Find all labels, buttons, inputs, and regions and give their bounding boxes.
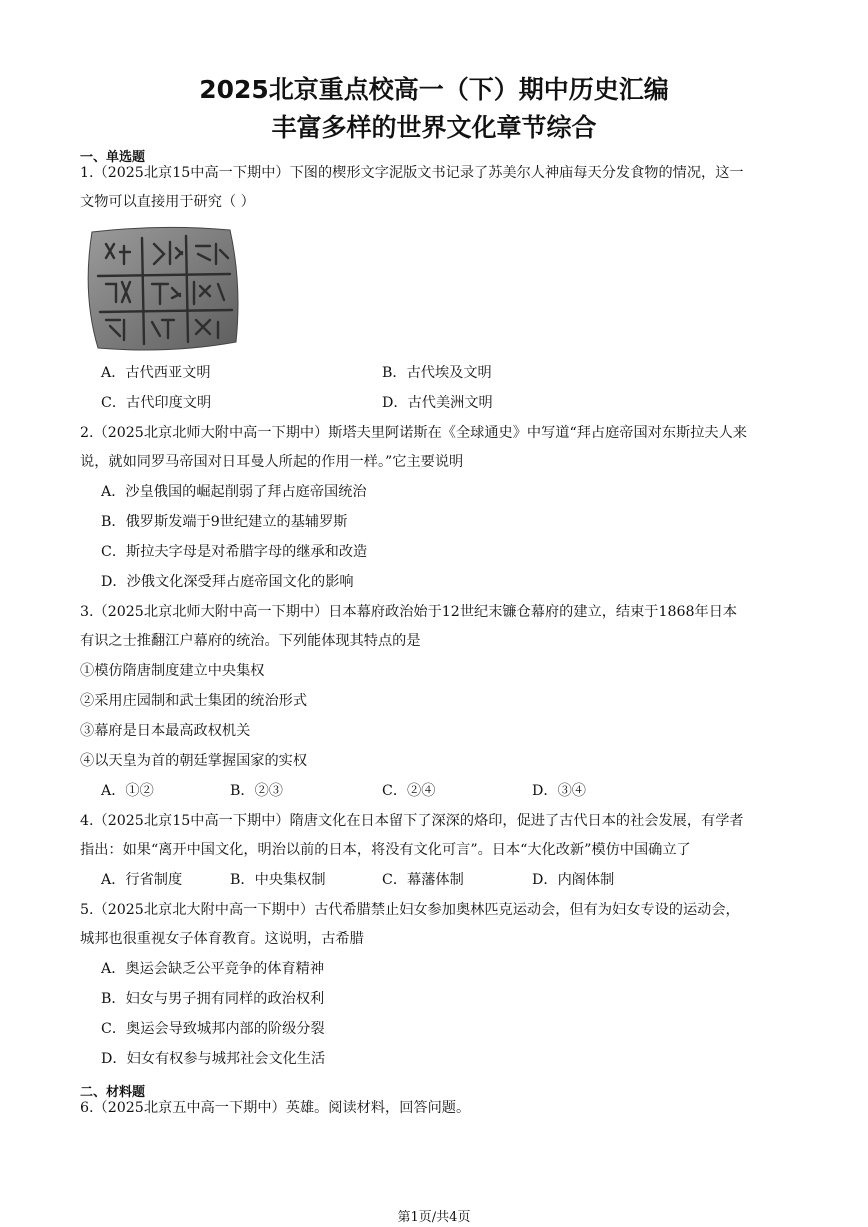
question-1-text: 1.（2025北京15中高一下期中）下图的楔形文字泥版文书记录了苏美尔人神庙每天分发食物的情况，这一	[80, 165, 744, 181]
q3-statement-2: ②采用庄园制和武士集团的统治形式	[80, 693, 308, 709]
q2-option-c: C．斯拉夫字母是对希腊字母的继承和改造	[101, 544, 368, 560]
q3-option-b: B．②③	[230, 783, 283, 799]
question-5-text-cont: 城邦也很重视女子体育教育。这说明，古希腊	[80, 931, 364, 947]
question-5-text: 5.（2025北京北大附中高一下期中）古代希腊禁止妇女参加奥林匹克运动会，但有为妇女专设的运动会，	[80, 902, 740, 918]
q4-option-b: B．中央集权制	[230, 872, 326, 888]
q3-statement-1: ①模仿隋唐制度建立中央集权	[80, 663, 265, 679]
page-subtitle: 丰富多样的世界文化章节综合	[271, 113, 597, 142]
q1-option-d: D．古代美洲文明	[382, 395, 493, 411]
q4-option-a: A．行省制度	[101, 872, 183, 888]
q1-option-c: C．古代印度文明	[101, 395, 212, 411]
section-heading-material: 二、材料题	[80, 1085, 146, 1100]
q2-option-d: D．沙俄文化深受拜占庭帝国文化的影响	[101, 574, 354, 590]
question-4-text-cont: 指出：如果“离开中国文化，明治以前的日本，将没有文化可言”。日本“大化改新”模仿中国确立了	[80, 842, 691, 858]
question-2-text: 2.（2025北京北师大附中高一下期中）斯塔夫里阿诺斯在《全球通史》中写道“拜占庭帝国对东斯拉夫人来	[80, 425, 747, 441]
q5-option-b: B．妇女与男子拥有同样的政治权利	[101, 991, 325, 1007]
page-title: 2025北京重点校高一（下）期中历史汇编	[199, 75, 669, 104]
q3-option-c: C．②④	[382, 783, 436, 799]
q2-option-a: A．沙皇俄国的崛起削弱了拜占庭帝国统治	[101, 484, 367, 500]
q3-statement-4: ④以天皇为首的朝廷掌握国家的实权	[80, 753, 308, 769]
q4-option-d: D．内阁体制	[532, 872, 615, 888]
q1-option-b: B．古代埃及文明	[382, 365, 492, 381]
question-1-text-cont: 文物可以直接用于研究（ ）	[80, 194, 255, 210]
cuneiform-tablet-image	[80, 224, 242, 354]
question-3-text: 3.（2025北京北师大附中高一下期中）日本幕府政治始于12世纪末镰仓幕府的建立，结束于1868年日本	[80, 604, 738, 620]
question-6-text: 6.（2025北京五中高一下期中）英雄。阅读材料，回答问题。	[80, 1100, 471, 1116]
q3-option-a: A．①②	[101, 783, 154, 799]
q2-option-b: B．俄罗斯发端于9世纪建立的基辅罗斯	[101, 514, 348, 530]
page-number: 第1页/共4页	[397, 1210, 471, 1225]
question-4-text: 4.（2025北京15中高一下期中）隋唐文化在日本留下了深深的烙印，促进了古代日本的社会发展，有学者	[80, 813, 744, 829]
q1-option-a: A．古代西亚文明	[101, 365, 211, 381]
q5-option-c: C．奥运会导致城邦内部的阶级分裂	[101, 1021, 325, 1037]
q5-option-d: D．妇女有权参与城邦社会文化生活	[101, 1051, 326, 1067]
q5-option-a: A．奥运会缺乏公平竞争的体育精神	[101, 961, 325, 977]
question-2-text-cont: 说，就如同罗马帝国对日耳曼人所起的作用一样。”它主要说明	[80, 454, 464, 470]
q3-statement-3: ③幕府是日本最高政权机关	[80, 723, 251, 739]
q3-option-d: D．③④	[532, 783, 586, 799]
q4-option-c: C．幕藩体制	[382, 872, 464, 888]
question-3-text-cont: 有识之士推翻江户幕府的统治。下列能体现其特点的是	[80, 633, 421, 649]
section-heading-single-choice: 一、单选题	[80, 150, 146, 165]
